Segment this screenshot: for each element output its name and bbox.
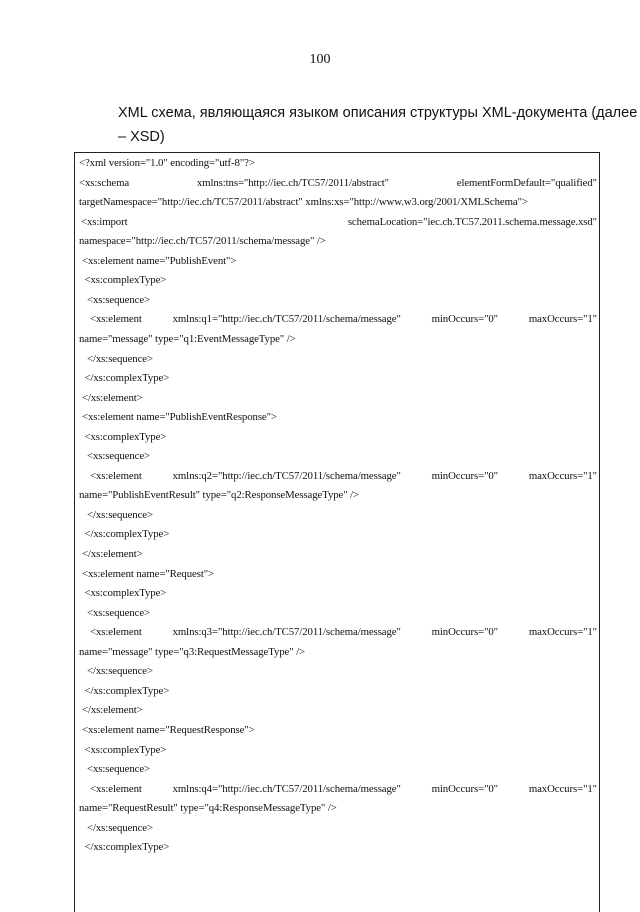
xsd-code-line [79, 329, 597, 349]
xsd-code-line [87, 505, 597, 525]
xsd-code-line [87, 290, 597, 310]
xsd-code-token: elementFormDefault="qualified" [456, 176, 597, 189]
xsd-code-token: </xs:sequence> [87, 665, 153, 678]
xsd-code-token: xmlns:q1="http://iec.ch/TC57/2011/schema/message" [172, 313, 401, 326]
xsd-code-line [85, 524, 598, 544]
xsd-code-token: </xs:complexType> [84, 372, 170, 385]
xsd-code-token: name="PublishEventResult" type="q2:ResponseMessageType" /> [79, 489, 360, 502]
xsd-code-token: <xs:element name="PublishEvent"> [82, 254, 237, 267]
xsd-code-line [87, 446, 597, 466]
xsd-code-token: </xs:complexType> [84, 684, 170, 697]
xsd-code-line [79, 192, 597, 212]
xsd-code-line [79, 798, 597, 818]
xsd-code-line [79, 173, 597, 193]
xsd-code-token: <xs:element [90, 626, 142, 639]
xsd-code-line [82, 700, 597, 720]
xsd-code-token: <xs:complexType> [84, 430, 167, 443]
heading-line-2: – XSD) [118, 129, 165, 145]
xsd-code-line [85, 740, 598, 760]
xsd-code-line [85, 270, 598, 290]
xsd-code-token: minOccurs="0" [431, 782, 498, 795]
xsd-code-token: <xs:element [90, 313, 142, 326]
xsd-code-token: maxOccurs="1" [528, 469, 597, 482]
xsd-code-line [81, 212, 597, 232]
xsd-code-line [82, 388, 597, 408]
xsd-code-token: namespace="http://iec.ch/TC57/2011/schema/message" /> [79, 235, 326, 248]
xsd-code-token: xmlns:tns="http://iec.ch/TC57/2011/abstract" [196, 176, 389, 189]
xsd-code-line [87, 349, 597, 369]
xsd-code-line [79, 153, 597, 173]
xsd-code-token: </xs:element> [82, 391, 143, 404]
xsd-code-line [85, 427, 598, 447]
xsd-code-token: name="message" type="q3:RequestMessageType" /> [79, 645, 306, 658]
xsd-code-token: minOccurs="0" [431, 313, 498, 326]
xsd-code-line [90, 466, 597, 486]
heading-line-1: XML схема, являющаяся языком описания структуры XML-документа (далее [118, 105, 638, 121]
section-heading [118, 101, 638, 149]
xsd-code-token: <xs:complexType> [84, 274, 167, 287]
xsd-code-line [82, 544, 597, 564]
xsd-code-line [90, 622, 597, 642]
xsd-code-token: <xs:sequence> [87, 763, 151, 776]
xsd-code-token: <xs:element name="RequestResponse"> [82, 723, 255, 736]
xsd-code-line [87, 759, 597, 779]
xsd-code-token: maxOccurs="1" [528, 313, 597, 326]
xsd-code-token: </xs:sequence> [87, 821, 153, 834]
xsd-code-token: </xs:complexType> [84, 841, 170, 854]
xsd-code-token: </xs:complexType> [84, 528, 170, 541]
xsd-code-token: <xs:complexType> [84, 743, 167, 756]
xsd-code-line [82, 564, 597, 584]
xsd-code-line [87, 661, 597, 681]
xsd-code-token: <xs:element [90, 782, 142, 795]
xsd-code-token: <xs:element name="Request"> [82, 567, 215, 580]
xsd-code-line [82, 251, 597, 271]
xsd-code-line [79, 485, 597, 505]
xsd-code-token: schemaLocation="iec.ch.TC57.2011.schema.message.xsd" [347, 215, 597, 228]
xsd-code-token: </xs:element> [82, 704, 143, 717]
xsd-code-token: xmlns:q3="http://iec.ch/TC57/2011/schema/message" [172, 626, 401, 639]
xsd-code-token: <xs:import [81, 215, 128, 228]
xsd-code-token: <xs:element [90, 469, 142, 482]
xsd-code-box [74, 152, 600, 912]
xsd-code-token: xmlns:q4="http://iec.ch/TC57/2011/schema/message" [172, 782, 401, 795]
xsd-code-token: <xs:sequence> [87, 450, 151, 463]
xsd-code-token: name="RequestResult" type="q4:ResponseMessageType" /> [79, 802, 337, 815]
xsd-code-token: maxOccurs="1" [528, 626, 597, 639]
xsd-code-line [82, 720, 597, 740]
xsd-code-token: maxOccurs="1" [528, 782, 597, 795]
xsd-code-line [90, 779, 597, 799]
xsd-code-token: <xs:schema [79, 176, 130, 189]
xsd-code-line [79, 642, 597, 662]
xsd-code-token: <xs:sequence> [87, 606, 151, 619]
xsd-code-token: </xs:sequence> [87, 508, 153, 521]
xsd-code-line [85, 681, 598, 701]
xsd-code-token: <xs:complexType> [84, 587, 167, 600]
xsd-code-line [85, 368, 598, 388]
xsd-code-line [87, 603, 597, 623]
xsd-code-line [82, 407, 597, 427]
xsd-code-line [90, 309, 597, 329]
xsd-code-line [87, 818, 597, 838]
xsd-code-token: <xs:sequence> [87, 293, 151, 306]
xsd-code-token: <xs:element name="PublishEventResponse"> [82, 411, 277, 424]
xsd-code-token: </xs:sequence> [87, 352, 153, 365]
xsd-code-line [79, 231, 597, 251]
xsd-code-token: minOccurs="0" [431, 469, 498, 482]
xsd-code-token: targetNamespace="http://iec.ch/TC57/2011/abstract" xmlns:xs="http://www.w3.org/2001/XMLSchema"> [79, 196, 528, 209]
xsd-code-token: minOccurs="0" [431, 626, 498, 639]
xsd-code-line [85, 837, 598, 857]
xsd-code-line [85, 583, 598, 603]
xsd-code-token: <?xml version="1.0" encoding="utf-8"?> [79, 157, 255, 169]
xsd-code-token: xmlns:q2="http://iec.ch/TC57/2011/schema/message" [172, 469, 401, 482]
page-number: 100 [309, 52, 331, 67]
xsd-code-token: name="message" type="q1:EventMessageType" /> [79, 332, 296, 345]
xsd-code-token: </xs:element> [82, 548, 143, 560]
